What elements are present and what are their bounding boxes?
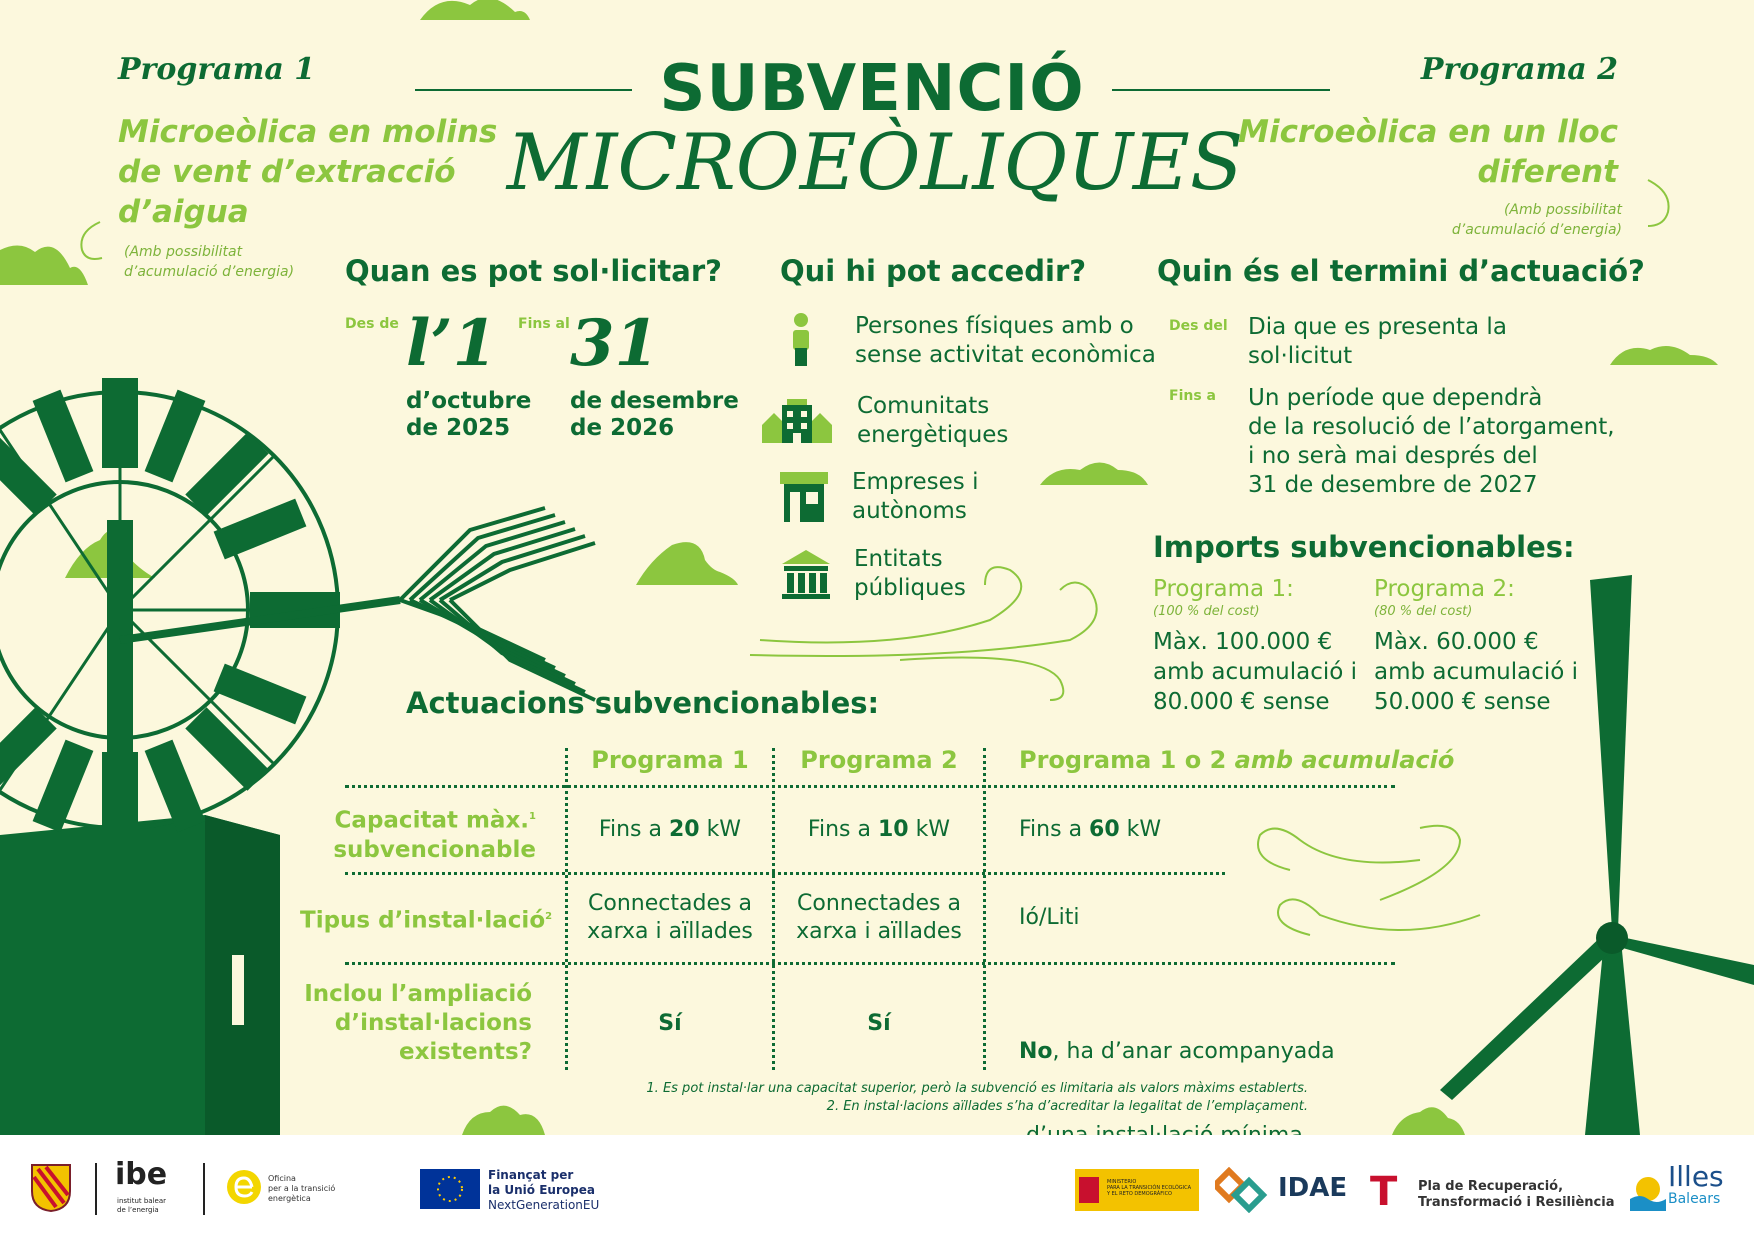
cell-capacity-program2: Fins a 10 kW	[807, 817, 951, 842]
row-label-capacity: Capacitat màx.$^1$ subvencionable	[333, 807, 536, 863]
cell-type-program1: Connectades a xarxa i aïllades	[587, 891, 753, 944]
program1-desc-line: Microeòlica en molins	[118, 114, 498, 150]
who-item-public: Entitats públiques	[854, 546, 966, 601]
footnotes: 1. Es pot instal·lar una capacitat superior, però la subvenció es limitaria als valors màxims establerts. 2. En instal·lacions aïllades s’ha d’acreditar la legalitat de l’emplaçament.	[646, 1081, 1308, 1114]
logo-separator	[203, 1163, 205, 1215]
program2-note: (Amb possibilitat d’acumulació d’energia)	[1451, 202, 1622, 238]
when-to-big: 31	[570, 306, 660, 381]
title-line2: MICROEÒLIQUES	[506, 118, 1244, 208]
recovery-plan-icon: T	[1370, 1169, 1398, 1215]
idae-logo-text: IDAE	[1278, 1173, 1348, 1203]
logo-separator	[95, 1163, 97, 1215]
program2-desc-line: diferent	[1477, 154, 1618, 190]
program1-note: (Amb possibilitat d’acumulació d’energia)	[124, 244, 295, 280]
cell-capacity-accum: Fins a 60 kW	[1019, 817, 1162, 842]
cloud-shape	[636, 542, 738, 585]
cloud-shape	[1610, 346, 1718, 365]
program2-heading: Programa 2	[1420, 52, 1618, 87]
program1-desc-line: de vent d’extracció	[118, 154, 456, 190]
deadline-from-label: Des del	[1169, 318, 1228, 334]
program2-description	[1238, 112, 1618, 192]
cell-extension-program2: Sí	[867, 1011, 891, 1036]
amounts-program2: Programa 2: (80 % del cost) Màx. 60.000 € amb acumulació i 50.000 € sense	[1374, 576, 1579, 715]
recovery-plan-text: Pla de Recuperació, Transformació i Resiliència	[1418, 1179, 1615, 1210]
eu-flag-icon	[420, 1169, 480, 1209]
table-col-program1: Programa 1	[591, 746, 749, 774]
deadline-to-text: Un període que dependrà de la resolució de l’atorgament, i no serà mai després del 31 de desembre de 2027	[1248, 385, 1615, 498]
deadline-heading: Quin és el termini d’actuació?	[1157, 254, 1645, 288]
who-item-person: Persones físiques amb o sense activitat econòmica	[855, 313, 1156, 368]
public-building-icon	[780, 548, 832, 600]
cell-extension-program1: Sí	[658, 1011, 682, 1036]
table-divider	[345, 872, 1225, 875]
when-from-big: l’1	[406, 306, 498, 381]
actions-heading: Actuacions subvencionables:	[406, 686, 880, 720]
arrow-left-note	[81, 222, 102, 259]
program1-description	[118, 112, 497, 232]
amounts-heading: Imports subvencionables:	[1153, 530, 1575, 564]
when-to-date: de desembre de 2026	[570, 388, 739, 441]
cell-type-accum: Ió/Liti	[1019, 905, 1080, 930]
cloud-shape	[462, 1106, 545, 1135]
program1-heading: Programa 1	[118, 52, 316, 87]
illes-balears-icon	[1628, 1171, 1668, 1211]
balearic-coat-of-arms-icon	[30, 1163, 72, 1213]
person-icon	[784, 312, 818, 366]
arrow-right-note	[1648, 180, 1669, 226]
deadline-to-label: Fins a	[1169, 388, 1216, 404]
who-heading: Qui hi pot accedir?	[780, 254, 1087, 288]
when-from-date: d’octubre de 2025	[406, 388, 532, 441]
row-label-extension: Inclou l’ampliació d’instal·lacions existents?	[304, 981, 532, 1065]
who-item-community: Comunitats energètiques	[857, 393, 1009, 448]
table-divider	[983, 748, 986, 1070]
amounts-program1: Programa 1: (100 % del cost) Màx. 100.000 € amb acumulació i 80.000 € sense	[1153, 576, 1358, 715]
table-col-program2: Programa 2	[800, 746, 958, 774]
when-from-label: Des de	[345, 316, 399, 332]
program2-desc-line: Microeòlica en un lloc	[1238, 114, 1618, 150]
eu-funding-text: Finançat per la Unió Europea NextGenerationEU	[488, 1168, 600, 1212]
energy-office-icon	[226, 1169, 262, 1205]
footer-logos	[0, 1135, 1754, 1241]
when-to-label: Fins al	[518, 316, 570, 332]
row-label-type: Tipus d’instal·lació$^2$	[300, 907, 553, 934]
table-col-program-accum: Programa 1 o 2 amb acumulació	[1019, 746, 1455, 774]
ibe-logo: ibe	[115, 1157, 168, 1192]
cell-capacity-program1: Fins a 20 kW	[598, 817, 742, 842]
idae-icon	[1215, 1167, 1273, 1213]
who-item-business: Empreses i autònoms	[852, 469, 979, 524]
title-line1: SUBVENCIÓ	[659, 52, 1085, 126]
when-heading: Quan es pot sol·licitar?	[345, 254, 722, 288]
cell-type-program2: Connectades a xarxa i aïllades	[796, 891, 962, 944]
energy-office-text: Oficina per a la transició energètica	[268, 1174, 336, 1203]
community-buildings-icon	[760, 395, 834, 445]
table-divider	[345, 785, 1395, 788]
program1-desc-line: d’aigua	[118, 194, 249, 230]
cloud-shape	[0, 245, 88, 285]
cloud-shape	[420, 0, 530, 20]
ibe-logo-text: institut balear de l’energia	[117, 1197, 167, 1214]
cell-extension-accum: No, ha d’anar acompanyada	[1019, 1039, 1335, 1064]
illes-balears-text: Illes Balears	[1668, 1160, 1724, 1207]
cloud-shape	[1040, 463, 1148, 486]
cloud-shape	[1392, 1107, 1465, 1135]
deadline-from-text: Dia que es presenta la sol·licitut	[1248, 314, 1507, 369]
table-divider	[345, 962, 1395, 965]
shop-icon	[778, 470, 830, 524]
ministry-logo: MINISTERIO PARA LA TRANSICIÓN ECOLÓGICA Y EL RETO DEMOGRÁFICO	[1075, 1169, 1199, 1211]
